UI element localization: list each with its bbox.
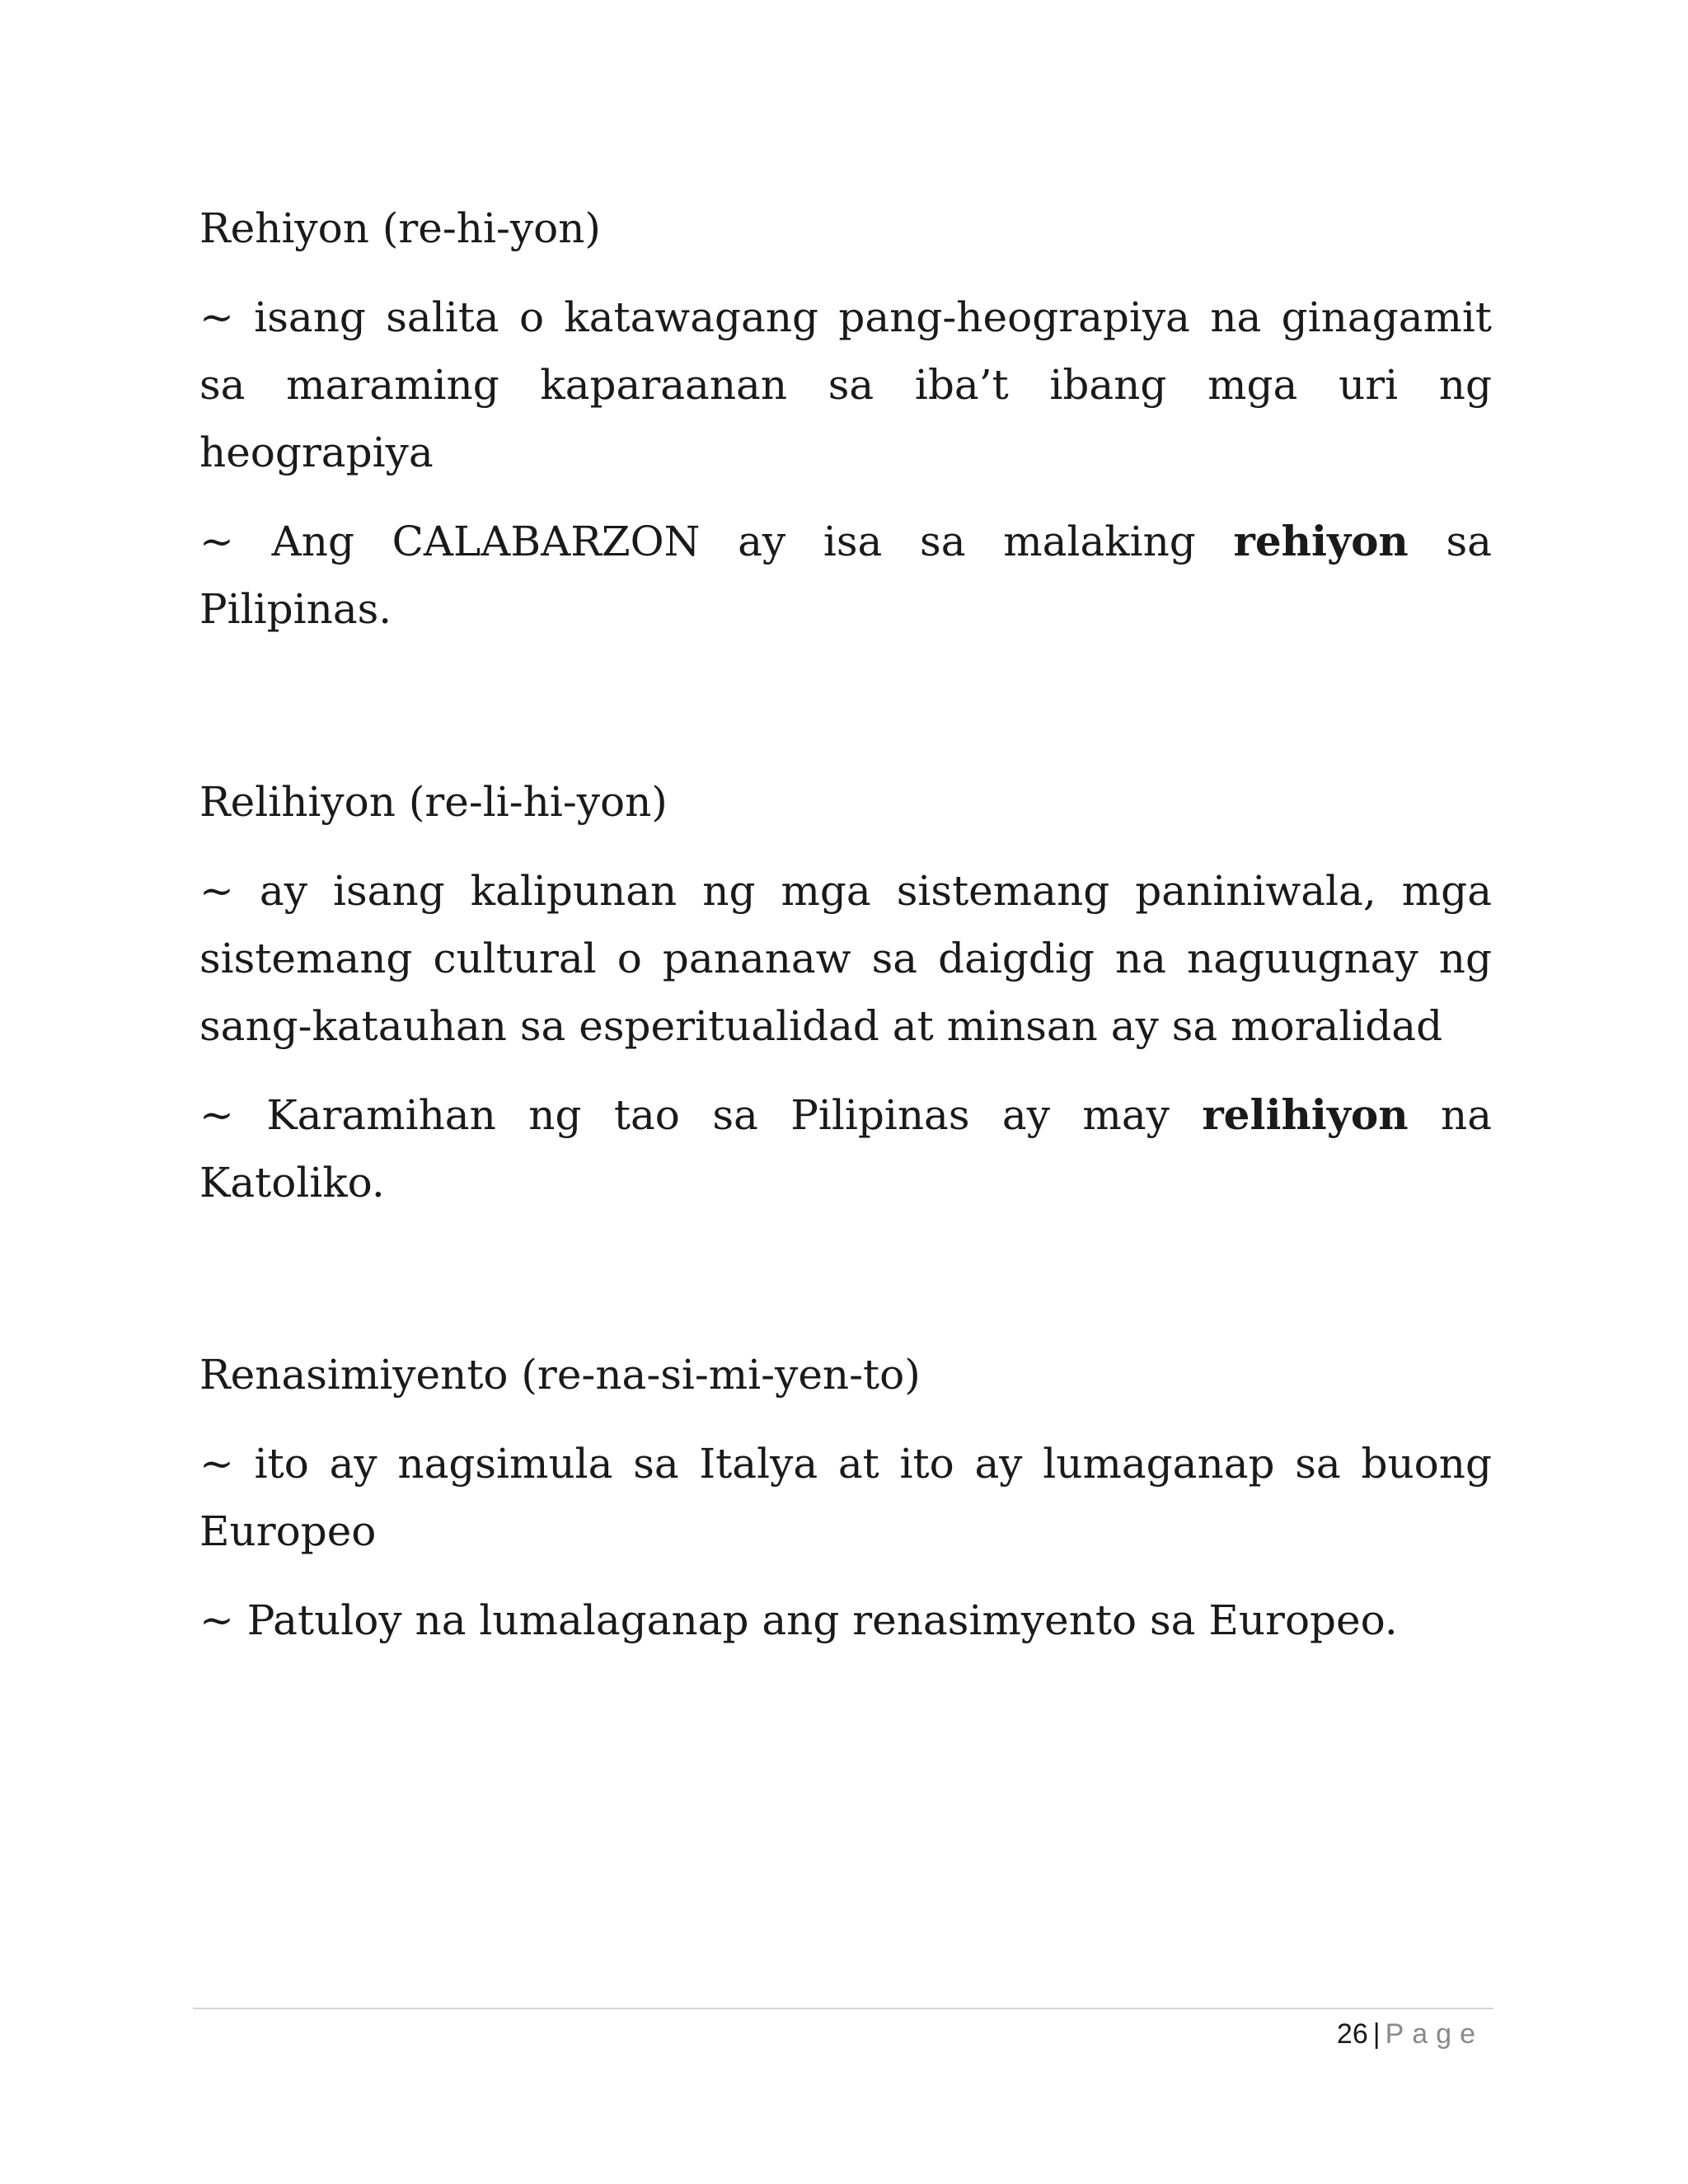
entry-example (199, 508, 1492, 643)
glossary-entry-relihiyon (199, 768, 1492, 1216)
entry-definition: ~ isang salita o katawagang pang-heograpiya na ginagamit sa maraming kaparaanan sa iba’t ibang mga uri ng heograpiya (199, 293, 1492, 476)
entry-term: Rehiyon (re-hi-yon) (199, 204, 601, 252)
footer-separator: | (1372, 2018, 1381, 2050)
glossary-entry-rehiyon (199, 194, 1492, 643)
page-label: Page (1385, 2018, 1484, 2050)
example-highlight: rehiyon (1233, 517, 1409, 565)
entry-example: ~ Patuloy na lumalaganap ang renasimyento sa Europeo. (199, 1596, 1398, 1644)
footer-divider (193, 2008, 1493, 2009)
entry-term: Relihiyon (re-li-hi-yon) (199, 778, 668, 826)
example-highlight: relihiyon (1202, 1090, 1409, 1139)
example-text: sa Pilipinas. (199, 518, 1492, 633)
entry-definition: ~ ito ay nagsimula sa Italya at ito ay lumaganap sa buong Europeo (199, 1440, 1492, 1555)
example-text: ~ Karamihan ng tao sa Pilipinas ay may (199, 1091, 1203, 1139)
entry-definition: ~ ay isang kalipunan ng mga sistemang paniniwala, mga sistemang cultural o pananaw sa daigdig na naguugnay ng sang-katauhan sa esperitualidad at minsan ay sa moralidad (199, 867, 1492, 1050)
page-footer (0, 2016, 1484, 2052)
example-text: ~ Ang CALABARZON ay isa sa malaking (199, 518, 1234, 565)
entry-term: Renasimiyento (re-na-si-mi-yen-to) (199, 1351, 921, 1399)
page-number: 26 (1336, 2018, 1368, 2050)
glossary-entry-renasimiyento (199, 1341, 1492, 1654)
example-text: na Katoliko. (199, 1091, 1493, 1207)
entry-example (199, 1081, 1492, 1216)
